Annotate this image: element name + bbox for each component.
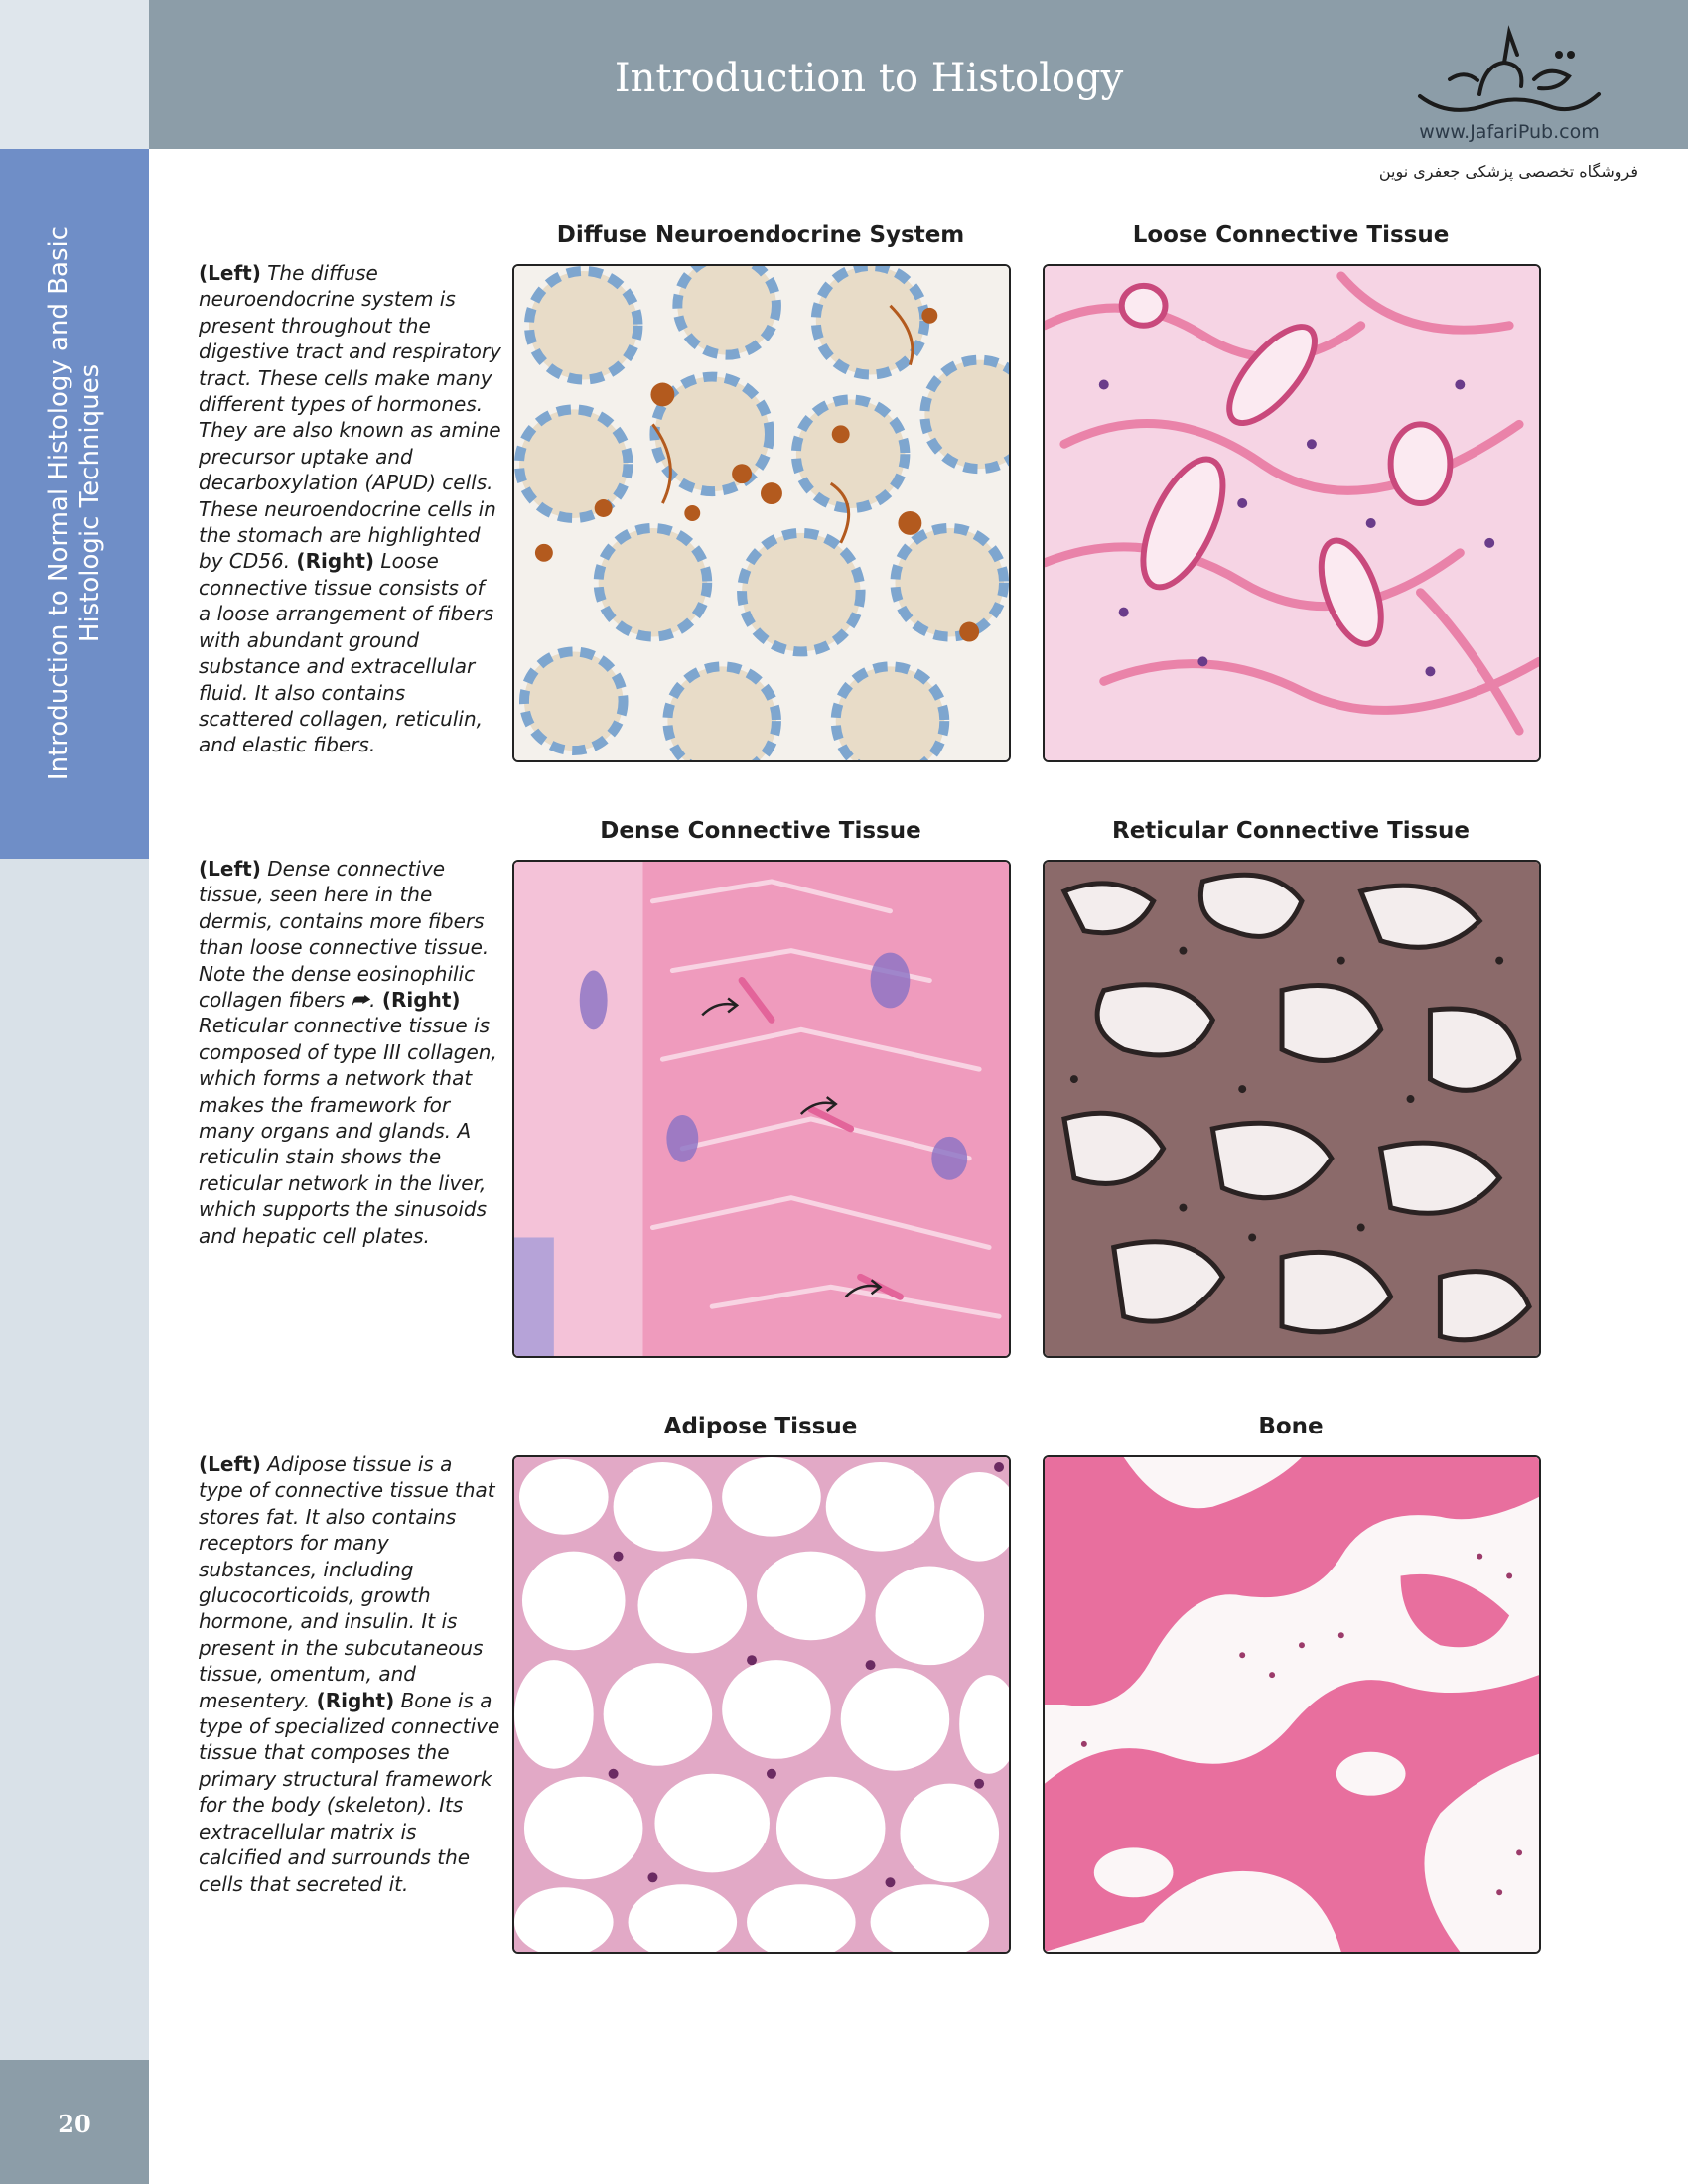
- page-title: Introduction to Histology: [614, 56, 1124, 101]
- caption-label: (Left): [199, 1452, 261, 1476]
- caption-text: Reticular connective tissue is composed of type III collagen, which forms a network that makes the framework for many organs and glands. A reticulin stain shows the reticular network in the liver, which supports the sinusoids and hepatic cell plates.: [199, 1014, 497, 1248]
- caption-row-3: [199, 1451, 501, 1897]
- caption-text: The diffuse neuroendocrine system is present throughout the digestive tract and respiratory tract. These cells make many different types of hormones. They are also known as amine precursor uptake and decarboxylation (APUD) cells. These neuroendocrine cells in the stomach are highlighted by CD56.: [199, 261, 501, 574]
- caption-text: Adipose tissue is a type of connective tissue that stores fat. It also contains receptors for many substances, including glucocorticoids, growth hormone, and insulin. It is present in the subcutaneous tissue, omentum, and mesentery.: [199, 1452, 495, 1712]
- micrograph-dense-connective: [512, 860, 1011, 1358]
- caption-text: Bone is a type of specialized connective tissue that composes the primary structural framework for the body (skeleton). Its extracellular matrix is calcified and surrounds the cells that secreted it.: [199, 1688, 500, 1896]
- panel-title-bone: Bone: [1258, 1414, 1324, 1439]
- panel-title-adipose: Adipose Tissue: [663, 1414, 858, 1439]
- caption-label: (Left): [199, 857, 261, 881]
- caption-row-1: [199, 260, 501, 758]
- panel-title-dense-connective: Dense Connective Tissue: [600, 818, 921, 844]
- micrograph-adipose: [512, 1455, 1011, 1954]
- publisher-name: فروشگاه تخصصی پزشکی جعفری نوین: [1378, 162, 1638, 181]
- panel-title-loose-connective: Loose Connective Tissue: [1132, 222, 1450, 248]
- chapter-title: Introduction to Normal Histology and Basic Histologic Techniques: [44, 225, 105, 781]
- caption-label: (Right): [296, 549, 375, 574]
- panel-title-reticular-connective: Reticular Connective Tissue: [1111, 818, 1470, 844]
- logo-url: www.JafariPub.com: [1419, 121, 1600, 143]
- micrograph-neuroendocrine: [512, 264, 1011, 762]
- caption-text: Loose connective tissue consists of a loose arrangement of fibers with abundant ground substance and extracellular fluid. It also contains scattered collagen, reticulin, and elastic fibers.: [199, 549, 494, 757]
- micrograph-loose-connective: [1043, 264, 1541, 762]
- caption-label: (Right): [381, 988, 461, 1013]
- caption-text: Dense connective tissue, seen here in the dermis, contains more fibers than loose connective tissue. Note the dense eosinophilic collagen fibers ⮫.: [199, 857, 490, 1013]
- caption-row-2: [199, 856, 501, 1249]
- caption-label: (Left): [199, 261, 261, 285]
- panel-title-neuroendocrine: Diffuse Neuroendocrine System: [556, 222, 965, 248]
- micrograph-bone: [1043, 1455, 1541, 1954]
- publisher-logo-icon: [1410, 25, 1609, 124]
- sidebar-top-block: [0, 0, 149, 149]
- caption-label: (Right): [316, 1688, 395, 1712]
- page-number: 20: [58, 2110, 91, 2138]
- micrograph-reticular-connective: [1043, 860, 1541, 1358]
